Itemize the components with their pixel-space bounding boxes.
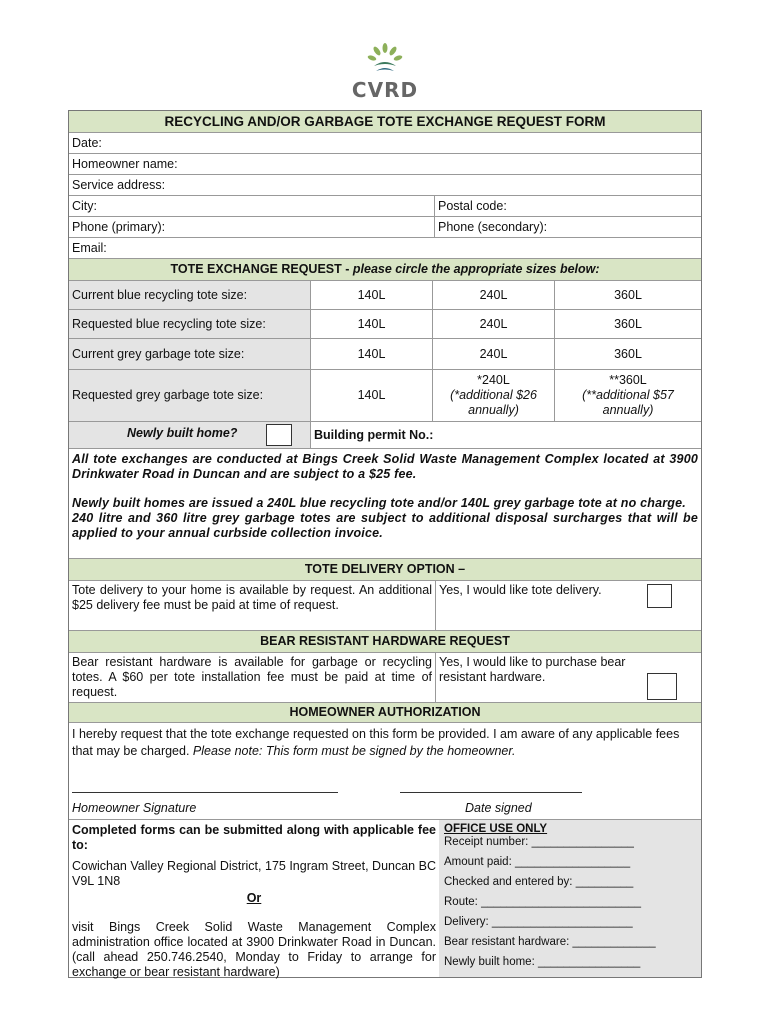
email-field[interactable]: Email:	[69, 238, 701, 259]
delivery-option-label: Yes, I would like tote delivery.	[439, 583, 602, 597]
office-use-heading: OFFICE USE ONLY	[444, 823, 548, 835]
tote-section-heading	[69, 259, 701, 281]
tote-heading-italic: please circle the appropriate sizes below:	[352, 262, 600, 276]
phone-secondary-field[interactable]: Phone (secondary):	[435, 217, 701, 238]
office-newly-built[interactable]: Newly built home: ________________	[444, 956, 641, 968]
requested-blue-240[interactable]: 240L	[433, 310, 555, 339]
delivery-text: Tote delivery to your home is available by request. An additional $25 delivery fee must be paid at time of request.	[69, 581, 436, 631]
date-signed-line[interactable]	[400, 792, 582, 793]
bear-heading: BEAR RESISTANT HARDWARE REQUEST	[69, 631, 701, 653]
current-blue-240[interactable]: 240L	[433, 281, 555, 310]
tote-exchange-form	[68, 110, 702, 978]
current-blue-360[interactable]: 360L	[555, 281, 701, 310]
current-grey-240[interactable]: 240L	[433, 339, 555, 370]
city-field[interactable]: City:	[69, 196, 435, 217]
form-title: RECYCLING AND/OR GARBAGE TOTE EXCHANGE REQUEST FORM	[69, 111, 701, 133]
delivery-option-cell	[436, 581, 701, 631]
signature-line[interactable]	[72, 792, 338, 793]
current-grey-label: Current grey garbage tote size:	[69, 339, 311, 370]
bear-option-cell	[436, 653, 701, 703]
cvrd-leaf-icon	[365, 42, 405, 76]
requested-grey-240-note: (*additional $26 annually)	[450, 388, 537, 417]
postal-code-field[interactable]: Postal code:	[435, 196, 701, 217]
cvrd-logo	[350, 42, 420, 102]
phone-primary-field[interactable]: Phone (primary):	[69, 217, 435, 238]
building-permit-field[interactable]: Building permit No.:	[311, 422, 701, 449]
authorization-heading: HOMEOWNER AUTHORIZATION	[69, 703, 701, 723]
newly-built-label: Newly built home?	[127, 426, 238, 440]
current-blue-140[interactable]: 140L	[311, 281, 433, 310]
requested-blue-140[interactable]: 140L	[311, 310, 433, 339]
requested-grey-240-label: *240L	[477, 373, 510, 387]
requested-grey-240[interactable]	[433, 370, 555, 422]
signature-label: Homeowner Signature	[72, 801, 197, 815]
submit-heading: Completed forms can be submitted along with applicable fee to:	[72, 823, 436, 852]
notes-block	[69, 449, 701, 559]
office-delivery[interactable]: Delivery: ______________________	[444, 916, 633, 928]
note-surcharge: 240 litre and 360 litre grey garbage totes are subject to additional disposal surcharges that will be applied to your annual curbside collection invoice.	[72, 511, 698, 540]
bear-option-label: Yes, I would like to purchase bear resistant hardware.	[439, 655, 626, 684]
requested-grey-140[interactable]: 140L	[311, 370, 433, 422]
requested-grey-360-note: (**additional $57 annually)	[582, 388, 674, 417]
authorization-block	[69, 723, 701, 820]
date-signed-label: Date signed	[465, 801, 532, 815]
requested-grey-label: Requested grey garbage tote size:	[69, 370, 311, 422]
requested-blue-label: Requested blue recycling tote size:	[69, 310, 311, 339]
requested-grey-360[interactable]	[555, 370, 701, 422]
authorization-text: I hereby request that the tote exchange requested on this form be provided. I am aware of any applicable fees that may be charged.	[72, 727, 680, 758]
newly-built-checkbox[interactable]	[266, 424, 292, 446]
current-blue-label: Current blue recycling tote size:	[69, 281, 311, 310]
service-address-field[interactable]: Service address:	[69, 175, 701, 196]
submit-block	[69, 820, 439, 977]
logo-text: CVRD	[351, 78, 419, 102]
office-use-block	[439, 820, 701, 977]
bear-checkbox[interactable]	[647, 673, 677, 700]
requested-blue-360[interactable]: 360L	[555, 310, 701, 339]
note-newly-built: Newly built homes are issued a 240L blue recycling tote and/or 140L grey garbage tote at no charge.	[72, 496, 686, 510]
office-checked[interactable]: Checked and entered by: _________	[444, 876, 634, 888]
current-grey-360[interactable]: 360L	[555, 339, 701, 370]
current-grey-140[interactable]: 140L	[311, 339, 433, 370]
date-field[interactable]: Date:	[69, 133, 701, 154]
office-bear[interactable]: Bear resistant hardware: _____________	[444, 936, 656, 948]
office-amount[interactable]: Amount paid: __________________	[444, 856, 631, 868]
delivery-heading: TOTE DELIVERY OPTION –	[69, 559, 701, 581]
note-fee: All tote exchanges are conducted at Bings Creek Solid Waste Management Complex located at 3900 Drinkwater Road in Duncan and are subject to a $25 fee.	[72, 452, 698, 481]
delivery-checkbox[interactable]	[647, 584, 672, 608]
bear-text: Bear resistant hardware is available for garbage or recycling totes. A $60 per tote installation fee must be paid at time of request.	[69, 653, 436, 703]
office-route[interactable]: Route: _________________________	[444, 896, 641, 908]
authorization-note: Please note: This form must be signed by the homeowner.	[192, 744, 516, 758]
submit-or: Or	[246, 891, 262, 905]
submit-address: Cowichan Valley Regional District, 175 Ingram Street, Duncan BC V9L 1N8	[72, 859, 436, 888]
homeowner-name-field[interactable]: Homeowner name:	[69, 154, 701, 175]
newly-built-cell	[69, 422, 311, 449]
office-receipt[interactable]: Receipt number: ________________	[444, 836, 634, 848]
requested-grey-360-label: **360L	[609, 373, 647, 387]
submit-visit: visit Bings Creek Solid Waste Management Complex administration office located at 3900 Drinkwater Road in Duncan. (call ahead 250.746.2540, Monday to Friday to arrange for exchange or bear resistant hardware)	[72, 920, 436, 979]
tote-heading-text: TOTE EXCHANGE REQUEST -	[170, 262, 350, 276]
